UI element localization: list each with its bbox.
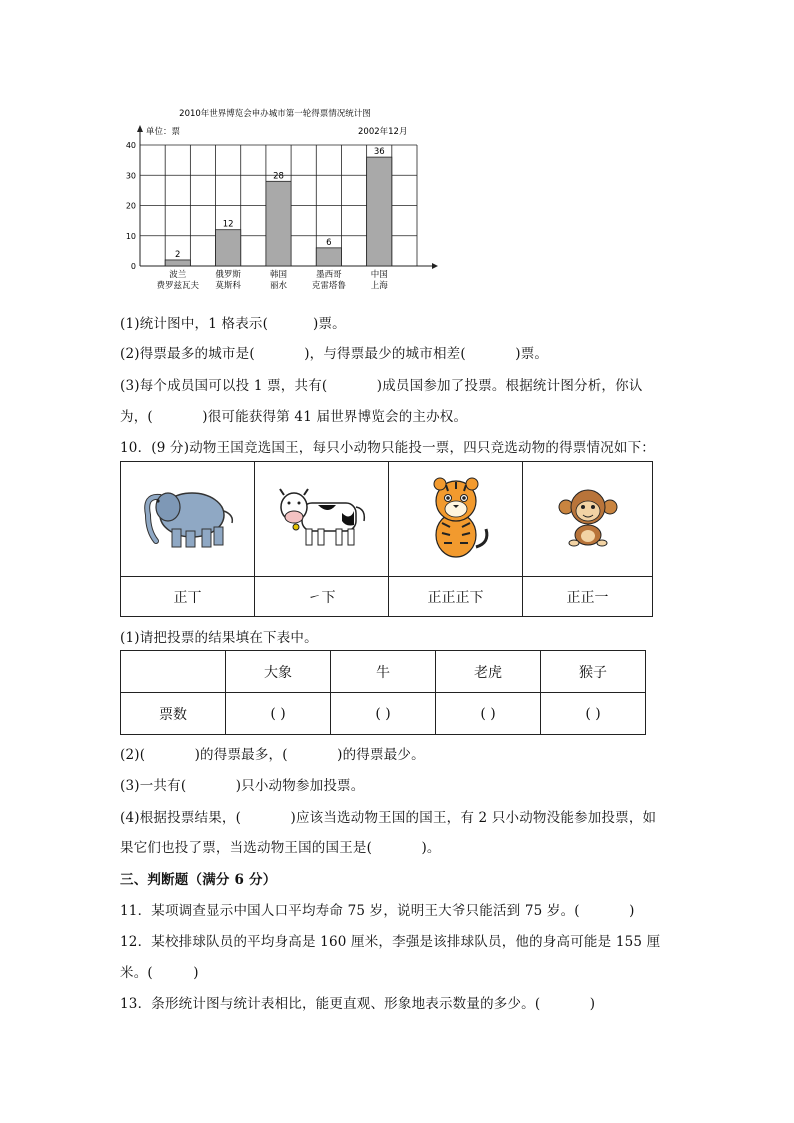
cow-cell: [255, 462, 389, 577]
monkey-cell: [523, 462, 653, 577]
q13: 13．条形统计图与统计表相比，能更直观、形象地表示数量的多少。( ): [120, 996, 596, 1012]
chart-date-label: 2002年12月: [358, 127, 408, 137]
elephant-tally: 正丅: [121, 577, 255, 617]
bar-value-label: 12: [222, 219, 234, 230]
q12b: 米。( ): [120, 965, 199, 981]
category-label: 韩国: [269, 270, 288, 280]
bar: [266, 181, 291, 266]
bar-value-label: 6: [326, 237, 332, 248]
category-label: 俄罗斯: [215, 270, 241, 280]
header-cow: 牛: [331, 651, 436, 693]
animal-tally-table: [120, 461, 653, 617]
vote-table-corner: [121, 651, 226, 693]
y-tick-label: 20: [125, 201, 136, 211]
x-axis-arrow: [432, 263, 438, 269]
category-label: 莫斯科: [215, 281, 241, 291]
q10-sub4a: (4)根据投票结果，( )应该当选动物王国的国王，有 2 只小动物没能参加投票，如: [120, 810, 657, 826]
cow-icon: [272, 481, 372, 553]
category-label: 丽水: [269, 281, 288, 291]
q12a: 12．某校排球队员的平均身高是 160 厘米，李强是该排球队员，他的身高可能是 155 厘: [120, 934, 661, 950]
category-label: 波兰: [169, 270, 187, 280]
bar: [216, 230, 241, 266]
tiger-tally: 正正正下: [389, 577, 523, 617]
tiger-cell: [389, 462, 523, 577]
answer-blank-tiger[interactable]: ( ): [436, 693, 541, 735]
monkey-icon: [556, 485, 620, 549]
bar-value-label: 2: [175, 249, 181, 260]
bar: [165, 260, 190, 266]
q10-intro: 10．(9 分)动物王国竞选国王，每只小动物只能投一票，四只竞选动物的得票情况如下：: [120, 440, 655, 456]
category-label: 中国: [370, 270, 388, 280]
bar: [367, 157, 392, 266]
vote-result-table: [120, 650, 646, 735]
elephant-icon: [134, 481, 242, 553]
q10-sub3: (3)一共有( )只小动物参加投票。: [120, 778, 365, 794]
tiger-icon: [416, 471, 496, 563]
y-tick-label: 30: [125, 171, 136, 181]
bar-value-label: 28: [273, 171, 284, 182]
q10-sub1: (1)请把投票的结果填在下表中。: [120, 630, 318, 646]
q9-sub3a: (3)每个成员国可以投 1 票，共有( )成员国参加了投票。根据统计图分析，你认: [120, 378, 643, 394]
q11: 11．某项调查显示中国人口平均寿命 75 岁，说明王大爷只能活到 75 岁。( ): [120, 903, 635, 919]
bar-chart: [110, 100, 450, 300]
cow-tally: ㇀下: [255, 577, 389, 617]
q9-sub3b: 为，( )很可能获得第 41 届世界博览会的主办权。: [120, 409, 468, 425]
category-label: 墨西哥: [316, 270, 342, 280]
y-tick-label: 10: [125, 231, 136, 241]
category-label: 克雷塔鲁: [311, 281, 346, 291]
answer-blank-elephant[interactable]: ( ): [226, 693, 331, 735]
y-axis-arrow: [137, 125, 143, 132]
header-elephant: 大象: [226, 651, 331, 693]
bar-value-label: 36: [373, 147, 385, 158]
q10-sub2: (2)( )的得票最多，( )的得票最少。: [120, 747, 425, 763]
row-label-votes: 票数: [121, 693, 226, 735]
y-tick-label: 0: [130, 262, 136, 271]
chart-title: 2010年世界博览会申办城市第一轮得票情况统计图: [179, 109, 371, 119]
section3-heading: 三、判断题（满分 6 分）: [120, 872, 277, 888]
elephant-cell: [121, 462, 255, 577]
q10-sub4b: 果它们也投了票，当选动物王国的国王是( )。: [120, 840, 441, 856]
header-monkey: 猴子: [541, 651, 646, 693]
q9-sub1: (1)统计图中，1 格表示( )票。: [120, 316, 346, 332]
header-tiger: 老虎: [436, 651, 541, 693]
answer-blank-cow[interactable]: ( ): [331, 693, 436, 735]
category-label: 上海: [370, 281, 388, 291]
monkey-tally: 正正一: [523, 577, 653, 617]
answer-blank-monkey[interactable]: ( ): [541, 693, 646, 735]
q9-sub2: (2)得票最多的城市是( )，与得票最少的城市相差( )票。: [120, 346, 549, 362]
chart-unit-label: 单位：票: [146, 127, 181, 137]
y-tick-label: 40: [125, 141, 136, 150]
bar: [316, 248, 341, 266]
category-label: 费罗兹瓦夫: [156, 281, 200, 291]
